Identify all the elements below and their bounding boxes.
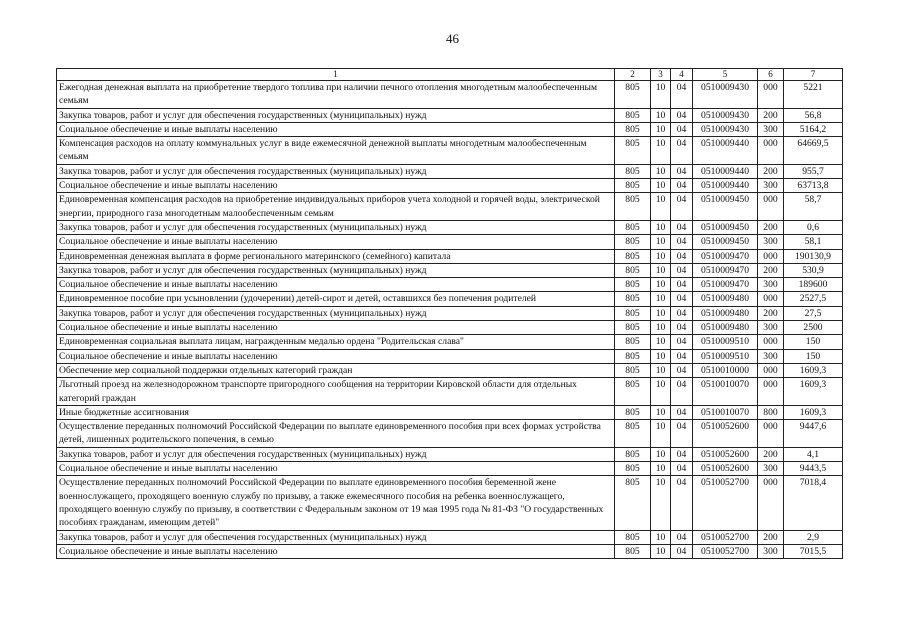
table-row <box>57 349 843 363</box>
row-description: Социальное обеспечение и иные выплаты населению <box>57 544 615 558</box>
target-item-code: 0510052600 <box>693 447 758 461</box>
header-cell: 2 <box>615 69 651 81</box>
row-description: Социальное обеспечение и иные выплаты населению <box>57 321 615 335</box>
expense-type-code: 300 <box>758 179 784 193</box>
expense-type-code: 200 <box>758 306 784 320</box>
row-description: Закупка товаров, работ и услуг для обеспечения государственных (муниципальных) нужд <box>57 306 615 320</box>
target-item-code: 0510009440 <box>693 137 758 165</box>
amount: 1609,3 <box>784 378 843 406</box>
table-row <box>57 179 843 193</box>
ministry-code: 805 <box>615 530 651 544</box>
section-code: 10 <box>651 321 671 335</box>
amount: 4,1 <box>784 447 843 461</box>
expense-type-code: 300 <box>758 122 784 136</box>
table-row <box>57 122 843 136</box>
ministry-code: 805 <box>615 462 651 476</box>
ministry-code: 805 <box>615 335 651 349</box>
table-body <box>57 81 843 559</box>
target-item-code: 0510009510 <box>693 349 758 363</box>
amount: 64669,5 <box>784 137 843 165</box>
target-item-code: 0510052700 <box>693 530 758 544</box>
table-row <box>57 306 843 320</box>
ministry-code: 805 <box>615 420 651 448</box>
expense-type-code: 300 <box>758 321 784 335</box>
amount: 2527,5 <box>784 292 843 306</box>
amount: 190130,9 <box>784 249 843 263</box>
amount: 58,7 <box>784 193 843 221</box>
expense-type-code: 200 <box>758 530 784 544</box>
target-item-code: 0510009440 <box>693 179 758 193</box>
subsection-code: 04 <box>671 349 693 363</box>
expense-type-code: 000 <box>758 292 784 306</box>
target-item-code: 0510010000 <box>693 363 758 377</box>
target-item-code: 0510009480 <box>693 321 758 335</box>
amount: 150 <box>784 335 843 349</box>
row-description: Единовременная денежная выплата в форме регионального материнского (семейного) капитала <box>57 249 615 263</box>
subsection-code: 04 <box>671 122 693 136</box>
amount: 1609,3 <box>784 363 843 377</box>
table-row <box>57 164 843 178</box>
target-item-code: 0510052700 <box>693 476 758 530</box>
table-row <box>57 447 843 461</box>
expense-type-code: 300 <box>758 462 784 476</box>
section-code: 10 <box>651 420 671 448</box>
row-description: Иные бюджетные ассигнования <box>57 405 615 419</box>
table-row <box>57 81 843 109</box>
ministry-code: 805 <box>615 235 651 249</box>
subsection-code: 04 <box>671 530 693 544</box>
ministry-code: 805 <box>615 81 651 109</box>
target-item-code: 0510009470 <box>693 263 758 277</box>
table-row <box>57 476 843 530</box>
expense-type-code: 000 <box>758 193 784 221</box>
row-description: Ежегодная денежная выплата на приобретение твердого топлива при наличии печного отопления многодетным малообеспеченным семьям <box>57 81 615 109</box>
expense-type-code: 800 <box>758 405 784 419</box>
ministry-code: 805 <box>615 164 651 178</box>
ministry-code: 805 <box>615 349 651 363</box>
expense-type-code: 200 <box>758 447 784 461</box>
subsection-code: 04 <box>671 249 693 263</box>
subsection-code: 04 <box>671 447 693 461</box>
row-description: Социальное обеспечение и иные выплаты населению <box>57 462 615 476</box>
amount: 7018,4 <box>784 476 843 530</box>
target-item-code: 0510009440 <box>693 164 758 178</box>
expense-type-code: 200 <box>758 220 784 234</box>
expense-type-code: 000 <box>758 476 784 530</box>
table-header-row <box>57 69 843 81</box>
section-code: 10 <box>651 108 671 122</box>
subsection-code: 04 <box>671 405 693 419</box>
amount: 56,8 <box>784 108 843 122</box>
target-item-code: 0510010070 <box>693 378 758 406</box>
section-code: 10 <box>651 544 671 558</box>
table-row <box>57 292 843 306</box>
table-row <box>57 405 843 419</box>
header-cell: 5 <box>693 69 758 81</box>
expense-type-code: 000 <box>758 81 784 109</box>
row-description: Социальное обеспечение и иные выплаты населению <box>57 235 615 249</box>
table-row <box>57 263 843 277</box>
target-item-code: 0510009450 <box>693 220 758 234</box>
amount: 63713,8 <box>784 179 843 193</box>
table-row <box>57 235 843 249</box>
ministry-code: 805 <box>615 278 651 292</box>
section-code: 10 <box>651 306 671 320</box>
subsection-code: 04 <box>671 378 693 406</box>
expense-type-code: 300 <box>758 349 784 363</box>
ministry-code: 805 <box>615 363 651 377</box>
section-code: 10 <box>651 81 671 109</box>
section-code: 10 <box>651 335 671 349</box>
amount: 530,9 <box>784 263 843 277</box>
amount: 58,1 <box>784 235 843 249</box>
ministry-code: 805 <box>615 544 651 558</box>
subsection-code: 04 <box>671 476 693 530</box>
subsection-code: 04 <box>671 220 693 234</box>
target-item-code: 0510009430 <box>693 108 758 122</box>
ministry-code: 805 <box>615 108 651 122</box>
subsection-code: 04 <box>671 462 693 476</box>
target-item-code: 0510009450 <box>693 193 758 221</box>
expense-type-code: 000 <box>758 420 784 448</box>
row-description: Осуществление переданных полномочий Российской Федерации по выплате единовременного пособия при всех формах устройства детей, лишенных родительского попечения, в семью <box>57 420 615 448</box>
table-row <box>57 378 843 406</box>
section-code: 10 <box>651 193 671 221</box>
amount: 9443,5 <box>784 462 843 476</box>
target-item-code: 0510009480 <box>693 306 758 320</box>
section-code: 10 <box>651 378 671 406</box>
section-code: 10 <box>651 530 671 544</box>
section-code: 10 <box>651 292 671 306</box>
ministry-code: 805 <box>615 220 651 234</box>
subsection-code: 04 <box>671 164 693 178</box>
row-description: Закупка товаров, работ и услуг для обеспечения государственных (муниципальных) нужд <box>57 530 615 544</box>
section-code: 10 <box>651 249 671 263</box>
row-description: Закупка товаров, работ и услуг для обеспечения государственных (муниципальных) нужд <box>57 263 615 277</box>
expense-type-code: 000 <box>758 137 784 165</box>
target-item-code: 0510009430 <box>693 122 758 136</box>
subsection-code: 04 <box>671 335 693 349</box>
amount: 1609,3 <box>784 405 843 419</box>
target-item-code: 0510009450 <box>693 235 758 249</box>
ministry-code: 805 <box>615 321 651 335</box>
header-cell: 1 <box>57 69 615 81</box>
target-item-code: 0510052600 <box>693 462 758 476</box>
row-description: Осуществление переданных полномочий Российской Федерации по выплате единовременного пособия беременной жене военнослужащего, проходящего военную службу по призыву, а также ежемесячного пособия на ребенка военнослужащего, проходящего военную службу по призыву, в соответствии с Федеральным законом от 19 мая 1995 года № 81-ФЗ "О государственных пособиях гражданам, имеющим детей" <box>57 476 615 530</box>
amount: 150 <box>784 349 843 363</box>
ministry-code: 805 <box>615 447 651 461</box>
target-item-code: 0510009480 <box>693 292 758 306</box>
target-item-code: 0510052700 <box>693 544 758 558</box>
table-row <box>57 544 843 558</box>
subsection-code: 04 <box>671 108 693 122</box>
subsection-code: 04 <box>671 278 693 292</box>
table-row <box>57 137 843 165</box>
row-description: Закупка товаров, работ и услуг для обеспечения государственных (муниципальных) нужд <box>57 220 615 234</box>
section-code: 10 <box>651 278 671 292</box>
section-code: 10 <box>651 263 671 277</box>
section-code: 10 <box>651 349 671 363</box>
amount: 27,5 <box>784 306 843 320</box>
row-description: Закупка товаров, работ и услуг для обеспечения государственных (муниципальных) нужд <box>57 164 615 178</box>
row-description: Закупка товаров, работ и услуг для обеспечения государственных (муниципальных) нужд <box>57 447 615 461</box>
section-code: 10 <box>651 363 671 377</box>
section-code: 10 <box>651 179 671 193</box>
section-code: 10 <box>651 447 671 461</box>
expense-type-code: 000 <box>758 335 784 349</box>
expense-type-code: 200 <box>758 108 784 122</box>
table-row <box>57 278 843 292</box>
table-row <box>57 108 843 122</box>
section-code: 10 <box>651 405 671 419</box>
amount: 2500 <box>784 321 843 335</box>
table-row <box>57 363 843 377</box>
table-row <box>57 321 843 335</box>
header-cell: 7 <box>784 69 843 81</box>
subsection-code: 04 <box>671 321 693 335</box>
header-cell: 6 <box>758 69 784 81</box>
table-row <box>57 462 843 476</box>
subsection-code: 04 <box>671 363 693 377</box>
row-description: Льготный проезд на железнодорожном транспорте пригородного сообщения на территории Кировской области для отдельных категорий граждан <box>57 378 615 406</box>
expense-type-code: 000 <box>758 249 784 263</box>
subsection-code: 04 <box>671 235 693 249</box>
header-cell: 4 <box>671 69 693 81</box>
expense-type-code: 200 <box>758 263 784 277</box>
row-description: Обеспечение мер социальной поддержки отдельных категорий граждан <box>57 363 615 377</box>
expense-type-code: 300 <box>758 544 784 558</box>
ministry-code: 805 <box>615 476 651 530</box>
table-row <box>57 193 843 221</box>
amount: 2,9 <box>784 530 843 544</box>
ministry-code: 805 <box>615 405 651 419</box>
section-code: 10 <box>651 462 671 476</box>
subsection-code: 04 <box>671 179 693 193</box>
ministry-code: 805 <box>615 137 651 165</box>
table-row <box>57 335 843 349</box>
subsection-code: 04 <box>671 544 693 558</box>
table-row <box>57 249 843 263</box>
section-code: 10 <box>651 235 671 249</box>
ministry-code: 805 <box>615 249 651 263</box>
section-code: 10 <box>651 137 671 165</box>
expense-type-code: 300 <box>758 278 784 292</box>
ministry-code: 805 <box>615 179 651 193</box>
row-description: Единовременное пособие при усыновлении (удочерении) детей-сирот и детей, оставшихся без попечения родителей <box>57 292 615 306</box>
subsection-code: 04 <box>671 137 693 165</box>
subsection-code: 04 <box>671 81 693 109</box>
row-description: Единовременная компенсация расходов на приобретение индивидуальных приборов учета холодной и горячей воды, электрической энергии, природного газа многодетным малообеспеченным семьям <box>57 193 615 221</box>
amount: 0,6 <box>784 220 843 234</box>
header-cell: 3 <box>651 69 671 81</box>
section-code: 10 <box>651 220 671 234</box>
section-code: 10 <box>651 164 671 178</box>
target-item-code: 0510009510 <box>693 335 758 349</box>
expense-type-code: 200 <box>758 164 784 178</box>
row-description: Социальное обеспечение и иные выплаты населению <box>57 179 615 193</box>
target-item-code: 0510052600 <box>693 420 758 448</box>
ministry-code: 805 <box>615 378 651 406</box>
ministry-code: 805 <box>615 263 651 277</box>
subsection-code: 04 <box>671 306 693 320</box>
subsection-code: 04 <box>671 193 693 221</box>
expense-type-code: 300 <box>758 235 784 249</box>
ministry-code: 805 <box>615 292 651 306</box>
subsection-code: 04 <box>671 263 693 277</box>
target-item-code: 0510009470 <box>693 278 758 292</box>
subsection-code: 04 <box>671 292 693 306</box>
expense-type-code: 000 <box>758 363 784 377</box>
row-description: Социальное обеспечение и иные выплаты населению <box>57 122 615 136</box>
row-description: Единовременная социальная выплата лицам, награжденным медалью ордена "Родительская слава" <box>57 335 615 349</box>
amount: 189600 <box>784 278 843 292</box>
section-code: 10 <box>651 476 671 530</box>
budget-table <box>56 68 843 559</box>
expense-type-code: 000 <box>758 378 784 406</box>
table-row <box>57 530 843 544</box>
table-row <box>57 420 843 448</box>
row-description: Социальное обеспечение и иные выплаты населению <box>57 349 615 363</box>
subsection-code: 04 <box>671 420 693 448</box>
page-number: 46 <box>446 31 459 46</box>
amount: 9447,6 <box>784 420 843 448</box>
row-description: Закупка товаров, работ и услуг для обеспечения государственных (муниципальных) нужд <box>57 108 615 122</box>
amount: 5164,2 <box>784 122 843 136</box>
ministry-code: 805 <box>615 193 651 221</box>
amount: 7015,5 <box>784 544 843 558</box>
ministry-code: 805 <box>615 306 651 320</box>
target-item-code: 0510010070 <box>693 405 758 419</box>
row-description: Компенсация расходов на оплату коммунальных услуг в виде ежемесячной денежной выплаты многодетным малообеспеченным семьям <box>57 137 615 165</box>
amount: 5221 <box>784 81 843 109</box>
row-description: Социальное обеспечение и иные выплаты населению <box>57 278 615 292</box>
table-row <box>57 220 843 234</box>
amount: 955,7 <box>784 164 843 178</box>
ministry-code: 805 <box>615 122 651 136</box>
target-item-code: 0510009470 <box>693 249 758 263</box>
target-item-code: 0510009430 <box>693 81 758 109</box>
section-code: 10 <box>651 122 671 136</box>
